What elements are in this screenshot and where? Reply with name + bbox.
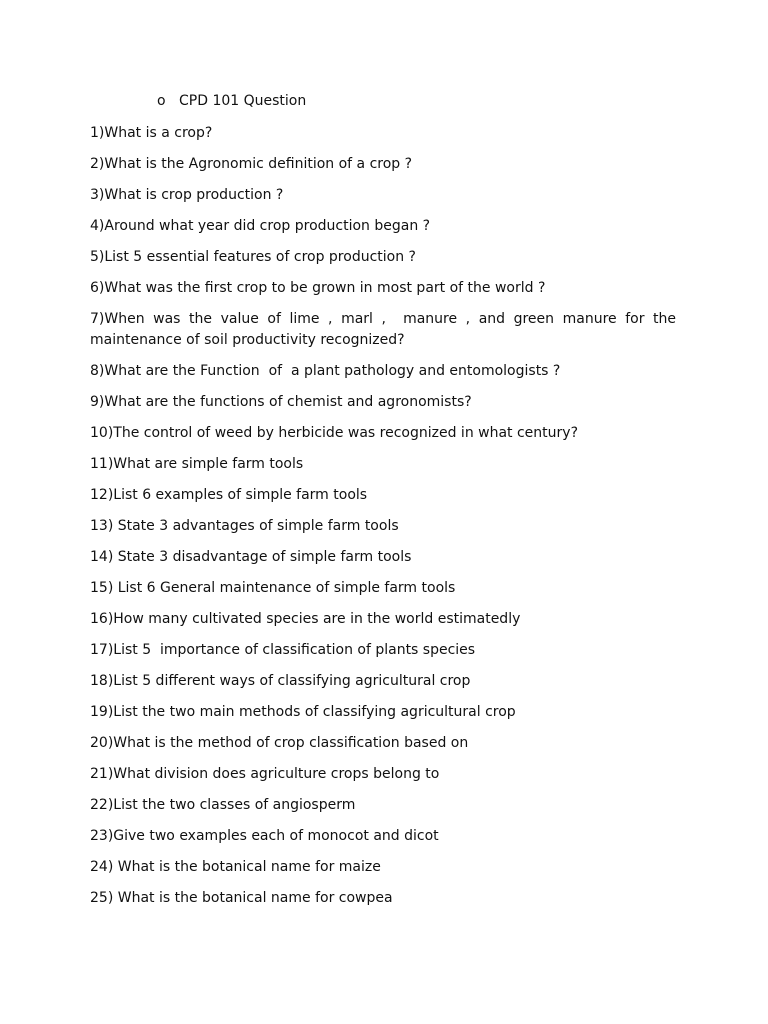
- question-item: 5)List 5 essential features of crop production ?: [90, 249, 416, 265]
- question-item: 8)What are the Function of a plant pathology and entomologists ?: [90, 363, 561, 379]
- question-item: 4)Around what year did crop production began ?: [90, 218, 431, 234]
- question-item: 20)What is the method of crop classification based on: [90, 735, 469, 751]
- question-item: 2)What is the Agronomic definition of a crop ?: [90, 156, 413, 172]
- question-item: 11)What are simple farm tools: [90, 456, 304, 472]
- question-item: 17)List 5 importance of classification of plants species: [90, 642, 476, 658]
- question-item: 14) State 3 disadvantage of simple farm tools: [90, 549, 412, 565]
- question-item: 16)How many cultivated species are in the world estimatedly: [90, 611, 521, 627]
- document-heading: [157, 92, 306, 110]
- question-item: 21)What division does agriculture crops belong to: [90, 766, 440, 782]
- question-item: 24) What is the botanical name for maize: [90, 859, 381, 875]
- question-item: 3)What is crop production ?: [90, 187, 284, 203]
- question-item: 22)List the two classes of angiosperm: [90, 797, 356, 813]
- question-item: 9)What are the functions of chemist and agronomists?: [90, 394, 472, 410]
- heading-bullet: o: [157, 93, 166, 109]
- question-item: 23)Give two examples each of monocot and dicot: [90, 828, 439, 844]
- question-list: [90, 123, 681, 919]
- question-item: 6)What was the first crop to be grown in most part of the world ?: [90, 280, 546, 296]
- question-item: 1)What is a crop?: [90, 125, 213, 141]
- question-item: 19)List the two main methods of classifying agricultural crop: [90, 704, 516, 720]
- question-item: 13) State 3 advantages of simple farm tools: [90, 518, 399, 534]
- question-item: 18)List 5 different ways of classifying agricultural crop: [90, 673, 471, 689]
- question-item: 7)When was the value of lime , marl , manure , and green manure for the maintenance of soil productivity recognized?: [90, 311, 681, 348]
- heading-title: CPD 101 Question: [179, 93, 307, 109]
- question-item: 25) What is the botanical name for cowpea: [90, 890, 393, 906]
- question-item: 10)The control of weed by herbicide was recognized in what century?: [90, 425, 578, 441]
- question-item: 15) List 6 General maintenance of simple farm tools: [90, 580, 456, 596]
- question-item: 12)List 6 examples of simple farm tools: [90, 487, 368, 503]
